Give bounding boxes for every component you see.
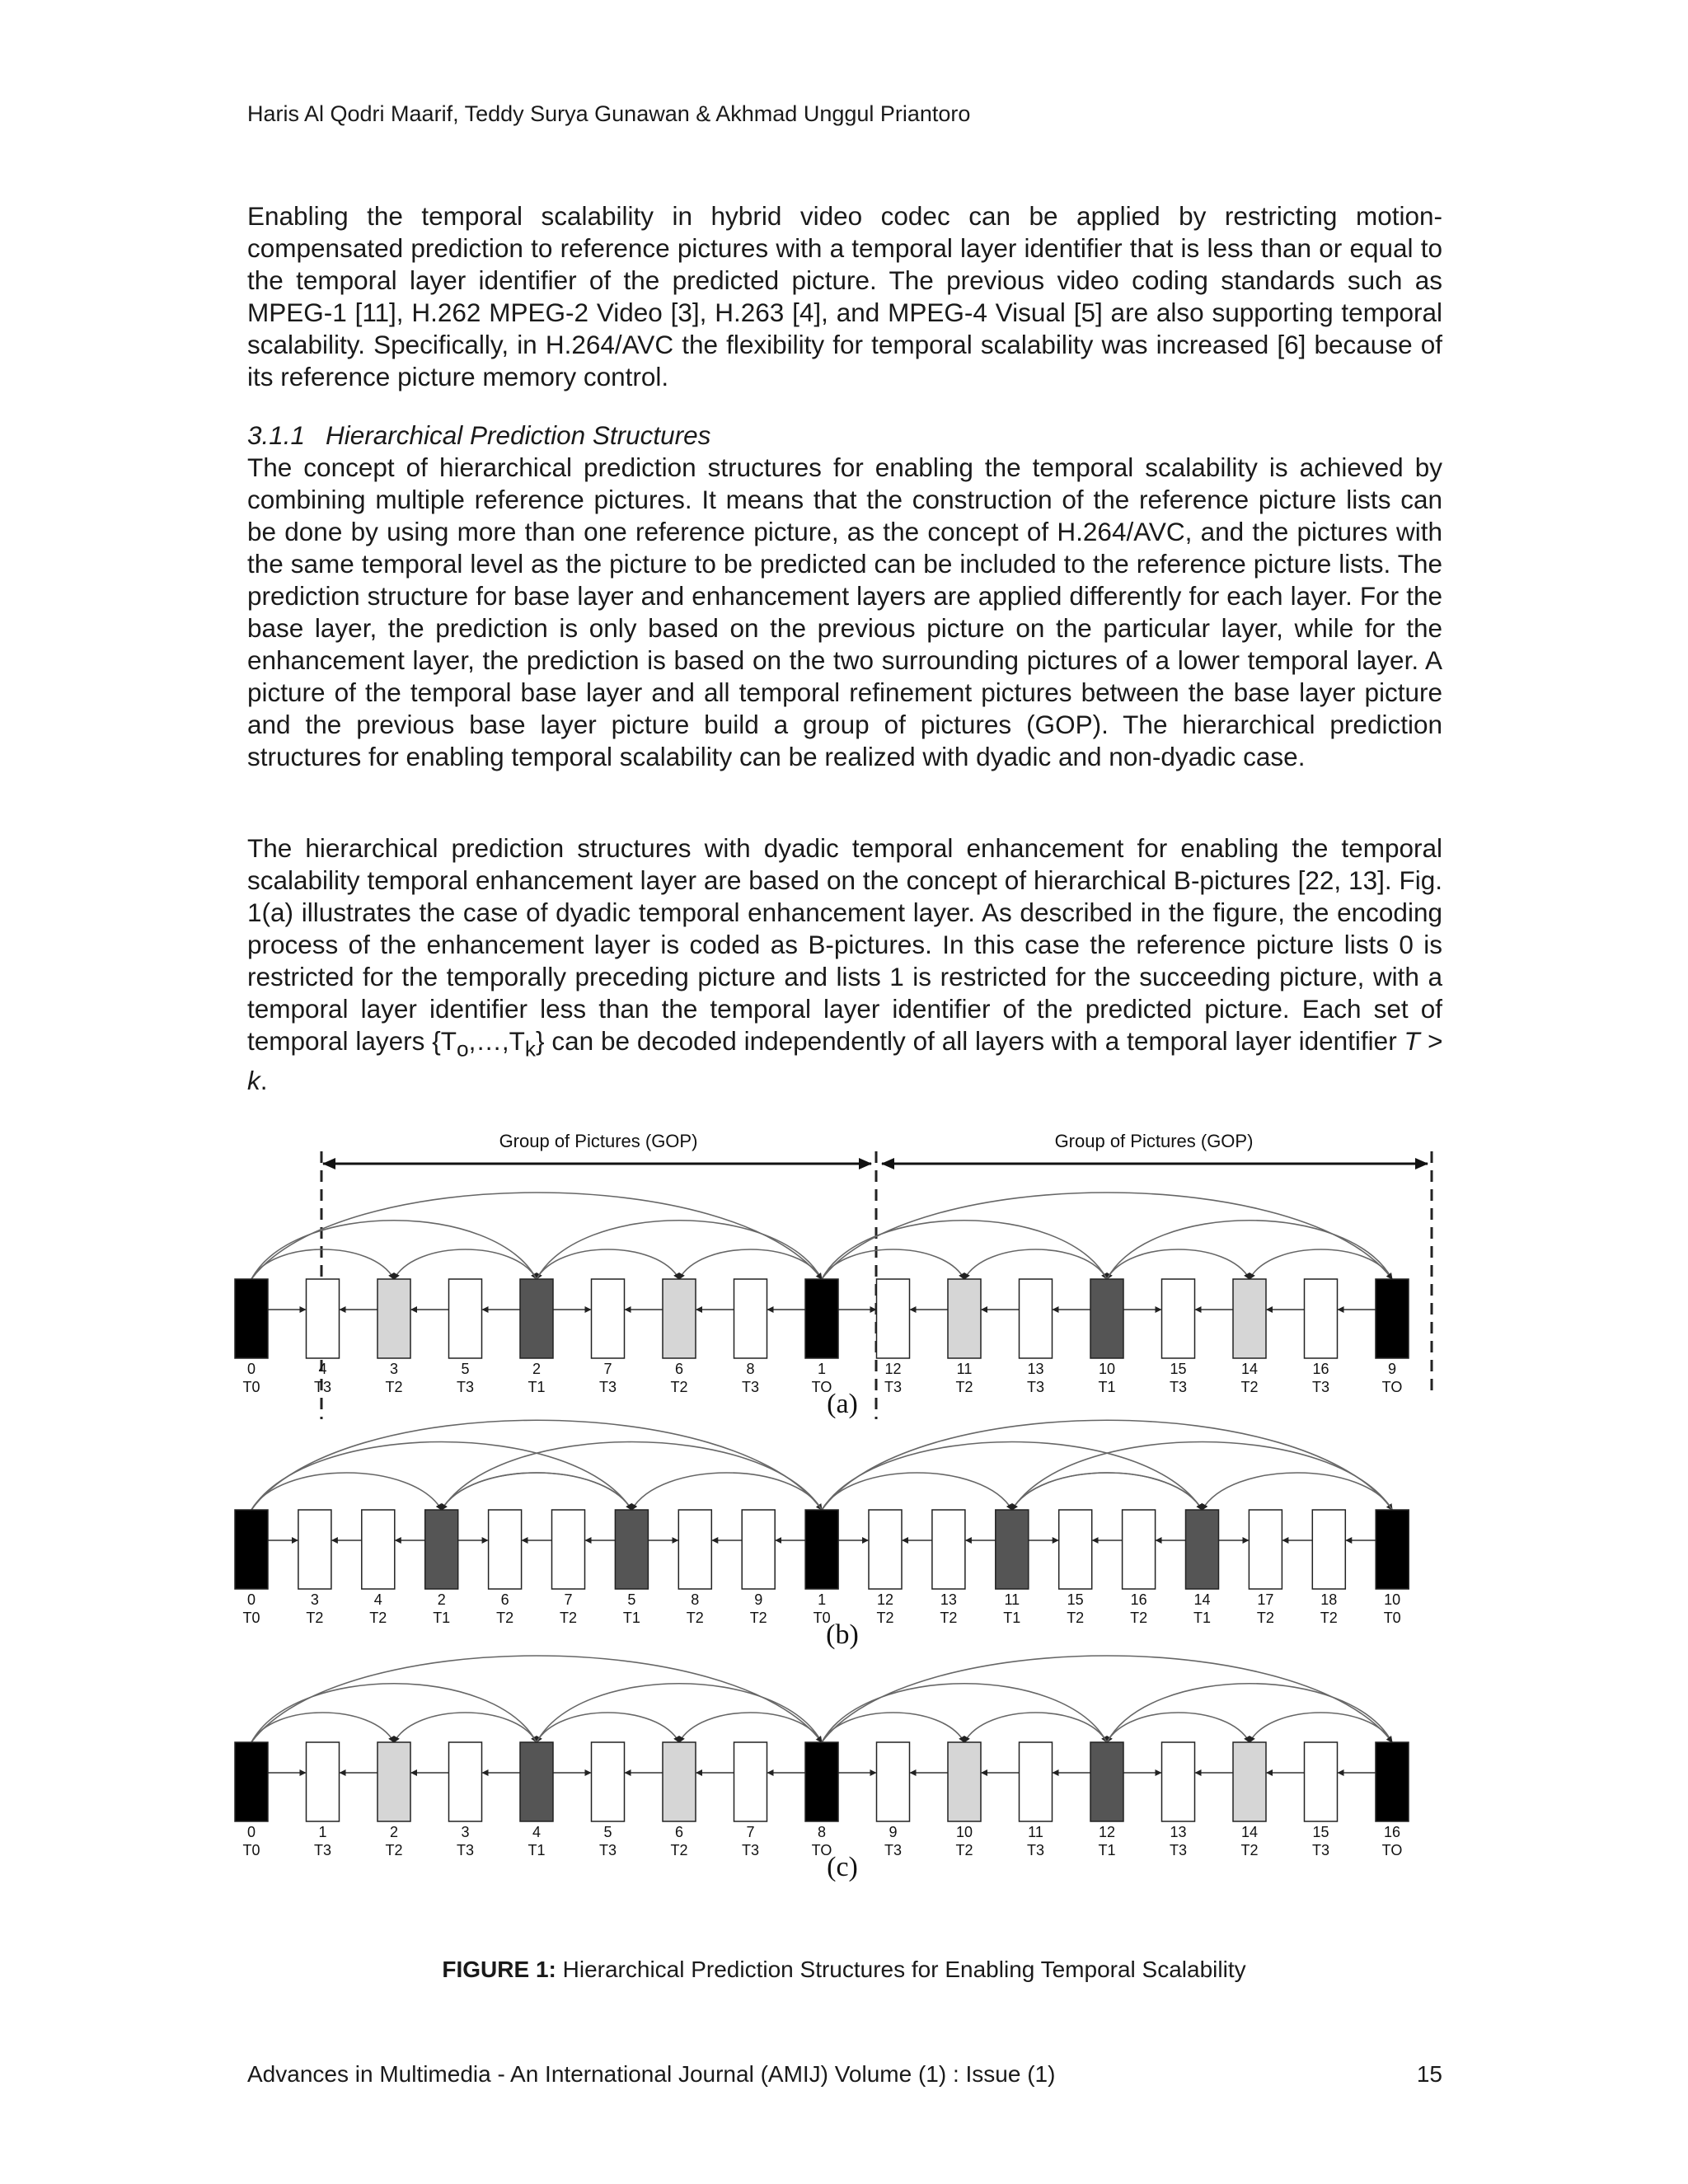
frame-number: 16 [1383,1824,1401,1840]
frame-number: 8 [746,1361,755,1377]
prediction-arc [1203,1473,1393,1510]
section-title: Hierarchical Prediction Structures [326,420,711,450]
frame-layer: T1 [528,1379,546,1395]
frame-number: 0 [246,1591,256,1608]
frame-number: 14 [1193,1591,1211,1608]
panel-3 [235,1656,1409,1882]
frame-layer: T2 [306,1610,324,1626]
section-number: 3.1.1 [247,420,306,450]
frame-layer: T3 [456,1842,475,1858]
frame-layer: T3 [884,1842,903,1858]
frame-number: 8 [817,1824,827,1840]
paragraph-3-text [247,832,1442,1097]
frame-number: 9 [889,1824,898,1840]
frame-layer: T3 [1311,1842,1330,1858]
frame-number: 8 [691,1591,700,1608]
frame-box [948,1742,981,1821]
frame-layer: T2 [1240,1842,1259,1858]
frame-number: 13 [1170,1824,1187,1840]
frame-number: 4 [532,1824,542,1840]
frame-number: 16 [1130,1591,1147,1608]
frame-box [307,1279,340,1358]
frame-layer: T3 [598,1842,617,1858]
prediction-arc [822,1420,1392,1510]
frame-number: 15 [1312,1824,1329,1840]
frame-number: 1 [817,1361,827,1377]
frame-box [1233,1279,1266,1358]
figure-1-diagram [231,1122,1459,1905]
frame-number: 5 [461,1361,470,1377]
section-3-1-1 [247,419,1442,773]
frame-layer: TO [1381,1842,1403,1858]
frame-box [948,1279,981,1358]
frame-box [1376,1510,1409,1589]
frame-box [362,1510,395,1589]
frame-box [1249,1510,1282,1589]
frame-box [1376,1742,1409,1821]
frame-layer: T2 [670,1842,688,1858]
prediction-arc [537,1221,822,1279]
gop-brackets [321,1131,1432,1419]
frame-number: 9 [1387,1361,1397,1377]
frame-number: 2 [437,1591,446,1608]
panel-label: (c) [827,1852,858,1882]
p3-text-end: . [260,1066,268,1096]
frame-number: 14 [1240,1361,1259,1377]
frame-number: 7 [564,1591,573,1608]
prediction-arc [537,1684,822,1742]
caption-text: Hierarchical Prediction Structures for Enabling Temporal Scalability [556,1957,1246,1982]
frame-number: 7 [603,1361,612,1377]
frame-box [1020,1279,1053,1358]
frame-box [298,1510,331,1589]
frame-layer: T0 [242,1379,260,1395]
frame-number: 10 [1384,1591,1401,1608]
frame-layer: T2 [1256,1610,1274,1626]
p3-text-c: } can be decoded independently of all layers with a temporal layer identifier [536,1026,1404,1056]
frame-number: 11 [956,1361,973,1377]
frame-box [235,1742,268,1821]
frame-box [615,1510,648,1589]
paragraph-intro [247,200,1442,393]
frame-box [489,1510,522,1589]
prediction-arc [822,1656,1392,1742]
frame-layer: T2 [876,1610,894,1626]
frame-box [877,1742,910,1821]
frame-number: 0 [246,1361,256,1377]
frame-layer: T2 [749,1610,767,1626]
frame-box [734,1279,767,1358]
frame-box [663,1742,696,1821]
prediction-arc [822,1473,1012,1510]
frame-number: 11 [1028,1824,1043,1840]
frame-box [377,1279,410,1358]
frame-layer: T1 [528,1842,546,1858]
frame-layer: T2 [385,1842,403,1858]
paragraph-dyadic [247,832,1442,1097]
frame-box [235,1510,268,1589]
frame-box [877,1279,910,1358]
frame-box [1090,1279,1123,1358]
frame-layer: T3 [741,1842,760,1858]
figure-1 [231,1122,1459,1905]
frame-number: 0 [246,1824,256,1840]
frame-box [996,1510,1029,1589]
frame-layer: T3 [1026,1842,1045,1858]
frame-box [1376,1279,1409,1358]
frame-box [1123,1510,1156,1589]
frame-layer: T0 [242,1842,260,1858]
frame-number: 2 [389,1824,399,1840]
frame-box [1090,1742,1123,1821]
frame-box [932,1510,965,1589]
prediction-arc [251,1420,822,1510]
panel-label: (b) [826,1619,859,1650]
prediction-arc [822,1684,1107,1742]
prediction-arc [251,1684,537,1742]
frame-layer: T3 [313,1379,332,1395]
frame-layer: T3 [1169,1379,1188,1395]
frame-box [449,1742,482,1821]
frame-box [663,1279,696,1358]
frame-layer: T1 [1003,1610,1021,1626]
page-number: 15 [1416,2061,1442,2087]
p3-italic-condition: T > k [247,1026,1443,1096]
frame-box [1233,1742,1266,1821]
frame-layer: T1 [622,1610,640,1626]
frame-number: 16 [1312,1361,1329,1377]
frame-box [1305,1742,1338,1821]
frame-box [734,1742,767,1821]
frame-layer: T1 [1193,1610,1212,1626]
panel-1 [235,1193,1409,1419]
frame-box [1312,1510,1345,1589]
frame-box [869,1510,902,1589]
frame-number: 3 [461,1824,470,1840]
gop-label-2: Group of Pictures (GOP) [1054,1131,1254,1151]
prediction-arc [251,1473,442,1510]
frame-number: 15 [1170,1361,1187,1377]
frame-layer: T3 [456,1379,475,1395]
frame-layer: T2 [1240,1379,1259,1395]
frame-layer: T2 [496,1610,514,1626]
frame-layer: T1 [1098,1379,1116,1395]
frame-layer: T3 [1026,1379,1045,1395]
prediction-arc [1012,1473,1203,1510]
frame-box [1162,1279,1195,1358]
frame-number: 10 [1098,1361,1116,1377]
frame-layer: T2 [385,1379,403,1395]
frame-number: 14 [1240,1824,1259,1840]
frame-number: 10 [955,1824,973,1840]
frame-layer: T3 [598,1379,617,1395]
frame-layer: T0 [242,1610,260,1626]
prediction-arc [251,1656,822,1742]
frame-layer: T2 [1067,1610,1085,1626]
prediction-panels [235,1193,1409,1882]
frame-number: 12 [884,1361,902,1377]
frame-number: 3 [310,1591,319,1608]
frame-number: 6 [674,1824,684,1840]
frame-number: 6 [674,1361,684,1377]
frame-layer: T2 [1320,1610,1338,1626]
frame-number: 5 [627,1591,636,1608]
gop-label-1: Group of Pictures (GOP) [499,1131,698,1151]
p3-sub-o: o [457,1036,469,1062]
frame-box [520,1279,553,1358]
paragraph-1-text: Enabling the temporal scalability in hybrid video codec can be applied by restricting motion-compensated prediction to reference pictures with a temporal layer identifier that is less than or equal to the temporal layer identifier of the predicted picture. The previous video coding standards such as MPEG-1 [11], H.262 MPEG-2 Video [3], H.263 [4], and MPEG-4 Visual [5] are also supporting temporal scalability. Specifically, in H.264/AVC the flexibility for temporal scalability was increased [6] because of its reference picture memory control. [247,201,1442,391]
figure-caption [0,1953,1688,1986]
frame-number: 12 [876,1591,894,1608]
frame-box [592,1279,625,1358]
panel-2 [235,1420,1409,1650]
frame-layer: T2 [955,1379,973,1395]
caption-label: FIGURE 1: [442,1957,556,1982]
p3-sub-k: k [524,1036,537,1062]
frame-layer: T2 [559,1610,578,1626]
prediction-arc [822,1221,1107,1279]
frame-number: 1 [818,1591,827,1608]
section-heading [247,419,1442,452]
panel-label: (a) [827,1389,858,1419]
paragraph-2-text: The concept of hierarchical prediction structures for enabling the temporal scalability is achieved by combining multiple reference pictures. It means that the construction of the reference picture lists can be done by using more than one reference picture, as the concept of H.264/AVC, and the pictures with the same temporal level as the picture to be predicted can be included to the reference picture lists. The prediction structure for base layer and enhancement layers are applied differently for each layer. For the base layer, the prediction is only based on the previous picture on the particular layer, while for the enhancement layer, the prediction is based on the two surrounding pictures of a lower temporal layer. A picture of the temporal base layer and all temporal refinement pictures between the base layer picture and the previous base layer picture build a group of pictures (GOP). The hierarchical prediction structures for enabling temporal scalability can be realized with dyadic and non-dyadic case. [247,452,1442,771]
prediction-arc [251,1193,822,1279]
frame-layer: T1 [433,1610,451,1626]
frame-box [425,1510,458,1589]
frame-box [1305,1279,1338,1358]
frame-layer: T0 [813,1610,831,1626]
frame-box [307,1742,340,1821]
frame-layer: T2 [955,1842,973,1858]
prediction-arc [631,1473,822,1510]
frame-number: 11 [1004,1591,1020,1608]
frame-layer: TO [1381,1379,1403,1395]
frame-number: 17 [1257,1591,1274,1608]
frame-box [449,1279,482,1358]
prediction-arc [442,1473,632,1510]
frame-layer: T3 [741,1379,760,1395]
frame-box [520,1742,553,1821]
frame-layer: TO [811,1379,832,1395]
frame-number: 6 [500,1591,509,1608]
frame-box [1186,1510,1219,1589]
prediction-arc [1012,1473,1203,1510]
prediction-arc [1107,1221,1392,1279]
frame-number: 1 [318,1824,327,1840]
frame-layer: T1 [1098,1842,1116,1858]
frame-layer: TO [811,1842,832,1858]
frame-layer: T2 [1130,1610,1148,1626]
frame-box [805,1279,838,1358]
frame-number: 15 [1067,1591,1084,1608]
frame-number: 2 [532,1361,542,1377]
frame-number: 3 [389,1361,399,1377]
prediction-arc [251,1221,537,1279]
page-footer [247,2058,1442,2091]
frame-box [377,1742,410,1821]
frame-number: 13 [940,1591,957,1608]
frame-number: 7 [746,1824,755,1840]
frame-box [552,1510,585,1589]
frame-box [805,1510,838,1589]
frame-layer: T3 [313,1842,332,1858]
frame-box [1020,1742,1053,1821]
frame-number: 13 [1027,1361,1044,1377]
frame-layer: T3 [1311,1379,1330,1395]
frame-number: 18 [1320,1591,1338,1608]
frame-box [1162,1742,1195,1821]
p3-text-b: ,…,T [468,1026,525,1056]
frame-box [235,1279,268,1358]
p3-text-a: The hierarchical prediction structures with dyadic temporal enhancement for enabling the temporal scalability temporal enhancement layer are based on the concept of hierarchical B-pictures [22, 13]. Fig. 1(a) illustrates the case of dyadic temporal enhancement layer. As described in the figure, the encoding process of the enhancement layer is coded as B-pictures. In this case the reference picture lists 0 is restricted for the temporally preceding picture and lists 1 is restricted for the succeeding picture, with a temporal layer identifier less than the temporal layer identifier of the predicted picture. Each set of temporal layers {T [247,833,1442,1056]
frame-box [742,1510,775,1589]
frame-layer: T2 [369,1610,387,1626]
frame-layer: T2 [670,1379,688,1395]
frame-box [805,1742,838,1821]
frame-layer: T0 [1383,1610,1401,1626]
frame-layer: T3 [884,1379,903,1395]
frame-box [678,1510,711,1589]
prediction-arc [1107,1684,1392,1742]
frame-number: 4 [373,1591,382,1608]
frame-number: 12 [1098,1824,1116,1840]
frame-number: 4 [318,1361,327,1377]
frame-number: 9 [754,1591,763,1608]
prediction-arc [822,1193,1392,1279]
frame-layer: T2 [686,1610,704,1626]
frame-box [1059,1510,1092,1589]
footer-journal: Advances in Multimedia - An International Journal (AMIJ) Volume (1) : Issue (1) [247,2061,1056,2087]
running-header: Haris Al Qodri Maarif, Teddy Surya Gunawan & Akhmad Unggul Priantoro [247,101,971,126]
frame-layer: T2 [940,1610,958,1626]
frame-layer: T3 [1169,1842,1188,1858]
prediction-arc [442,1473,632,1510]
frame-number: 5 [603,1824,612,1840]
frame-box [592,1742,625,1821]
